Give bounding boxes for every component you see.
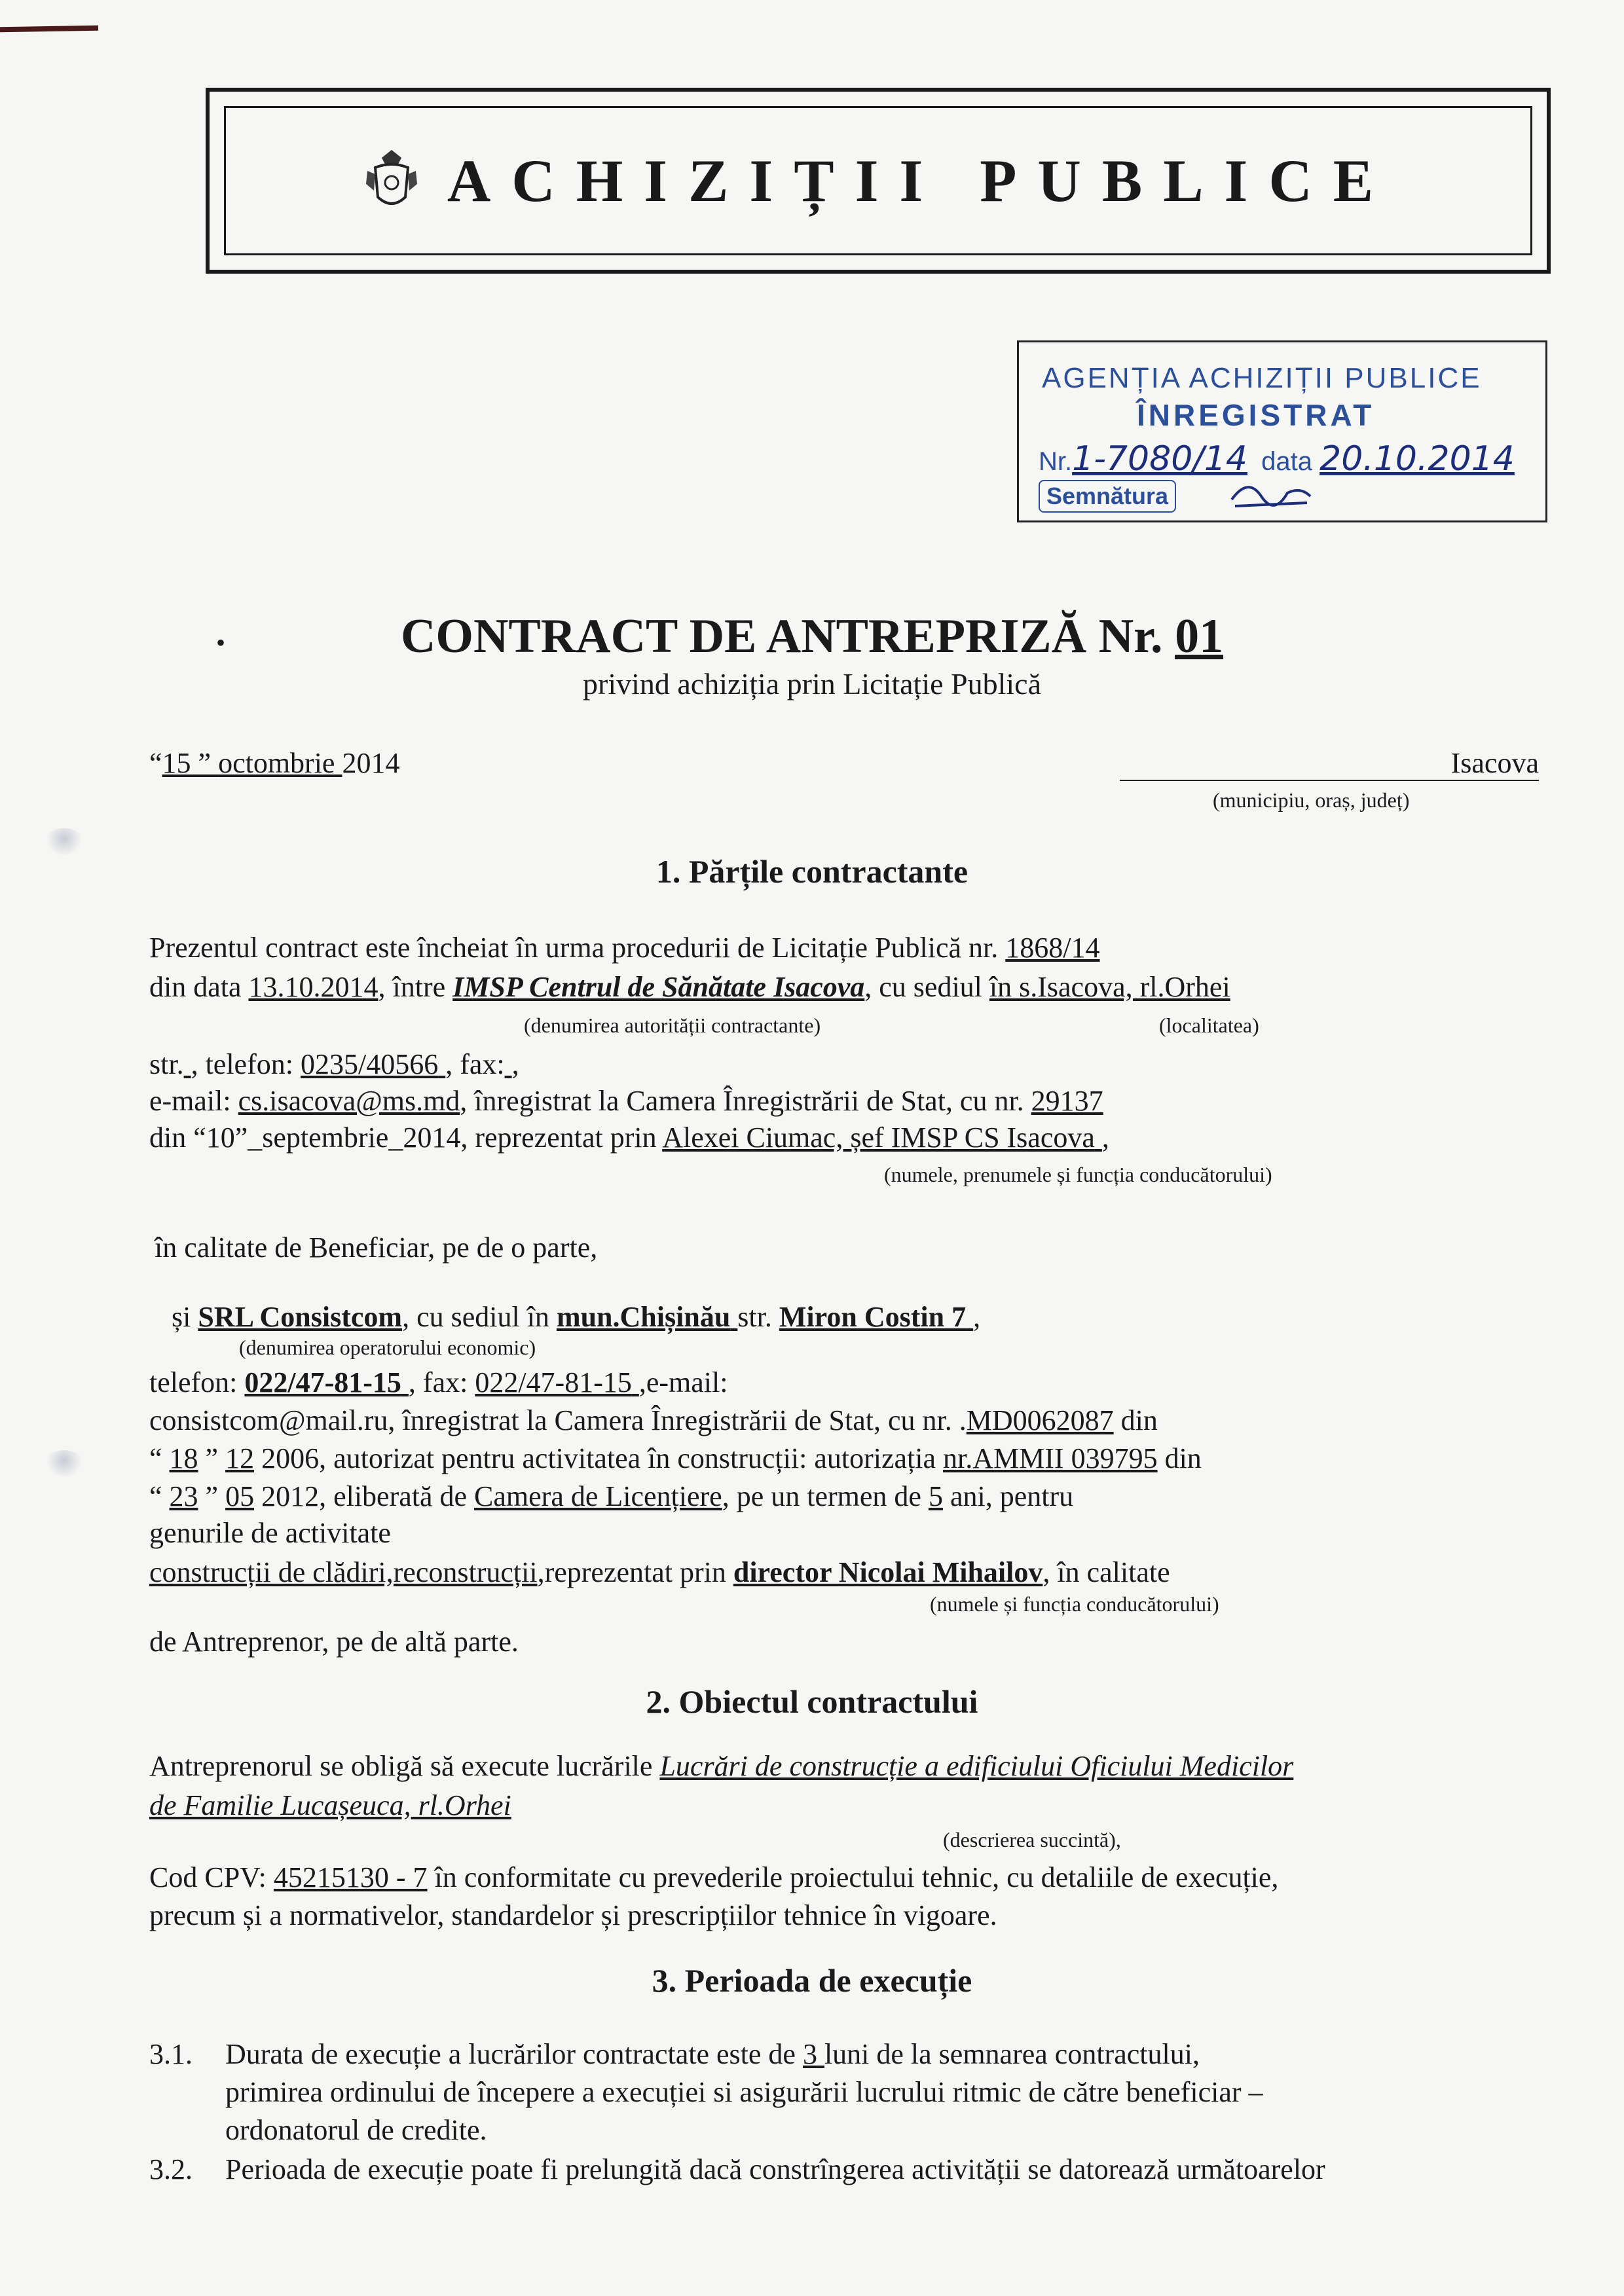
stamp-date-value: 20.10.2014 (1320, 439, 1515, 479)
operator-name: SRL Consistcom (198, 1301, 403, 1333)
caption-locality: (localitatea) (1159, 1013, 1259, 1037)
contract-number: 01 (1175, 610, 1224, 663)
stamp-status: ÎNREGISTRAT (1137, 398, 1375, 432)
section-1-heading: 1. Părțile contractante (655, 853, 969, 890)
caption-head-2: (numele și funcția conducătorului) (930, 1592, 1219, 1616)
s2-line-end: precum și a normativelor, standardelor și prescripțiilor tehnice în vigoare. (149, 1899, 997, 1931)
s1-email-line: e-mail: cs.isacova@ms.md, înregistrat la Camera Înregistrării de Stat, cu nr. 29137 (149, 1085, 1103, 1117)
s2-line1: Antreprenorul se obligă să execute lucrările Lucrări de construcție a edificiului Oficiului Medicilor (149, 1750, 1294, 1782)
beneficiary-name: IMSP Centrul de Sănătate Isacova (452, 971, 865, 1003)
caption-authority: (denumirea autorității contractante) (524, 1013, 821, 1037)
s1-beneficiary-line: din data 13.10.2014, între IMSP Centrul de Sănătate Isacova, cu sediul în s.Isacova, rl.Orhei (149, 971, 1230, 1003)
s3-2-num: 3.2. (149, 2153, 193, 2185)
caption-operator: (denumirea operatorului economic) (239, 1336, 536, 1359)
stamp-signature (1228, 473, 1314, 522)
s2-line2: de Familie Lucașeuca, rl.Orhei (149, 1789, 511, 1821)
s1-intro: Prezentul contract este încheiat în urma procedurii de Licitație Publică nr. 1868/14 (149, 932, 1100, 964)
coat-of-arms-icon (362, 145, 421, 217)
s1-representative-line: din “10”_septembrie_2014, reprezentat prin Alexei Ciumac, șef IMSP CS Isacova , (149, 1121, 1109, 1154)
stamp-number-line: Nr.1-7080/14 data 20.10.2014 (1039, 439, 1515, 479)
s3-1-line3: ordonatorul de credite. (225, 2114, 487, 2146)
punch-hole-top (45, 828, 84, 854)
s1-op-activity-line: construcții de clădiri,reconstrucții,reprezentat prin director Nicolai Mihailov, în calitate (149, 1556, 1170, 1588)
caption-head: (numele, prenumele și funcția conducătorului) (884, 1163, 1272, 1186)
section-2-heading: 2. Obiectul contractului (646, 1683, 978, 1720)
s3-1-line2: primirea ordinului de începere a execuției si asigurării lucrului ritmic de către beneficiar – (225, 2076, 1263, 2108)
s2-cpv-line: Cod CPV: 45215130 - 7 în conformitate cu prevederile proiectului tehnic, cu detaliile de execuție, (149, 1861, 1279, 1893)
caption-description: (descrierea succintă), (943, 1828, 1121, 1851)
bullet-dot: • (216, 628, 226, 657)
s1-contact-line: str. , telefon: 0235/40566 , fax: , (149, 1048, 519, 1080)
s3-2-line1: Perioada de execuție poate fi prelungită dacă constrîngerea activității se datorează următoarelor (225, 2153, 1325, 2185)
contract-place: Isacova (1120, 746, 1539, 781)
s1-op-contact-line: telefon: 022/47-81-15 , fax: 022/47-81-15 ,e-mail: (149, 1366, 728, 1398)
s1-op-reg-line: consistcom@mail.ru, înregistrat la Camera Înregistrării de Stat, cu nr. .MD0062087 din (149, 1404, 1158, 1436)
s3-1-num: 3.1. (149, 2038, 193, 2070)
corner-ink-mark (0, 26, 98, 33)
contract-date: “15 ” octombrie 2014 (149, 747, 400, 779)
registration-stamp (1017, 340, 1547, 522)
s1-op-activity-label: genurile de activitate (149, 1517, 391, 1549)
stamp-nr-value: 1-7080/14 (1072, 439, 1247, 479)
s1-op-license-line: “ 23 ” 05 2012, eliberată de Camera de Licențiere, pe un termen de 5 ani, pentru (149, 1480, 1074, 1512)
contract-subtitle: privind achiziția prin Licitație Publică (583, 667, 1041, 701)
role-beneficiary: în calitate de Beneficiar, pe de o parte, (155, 1231, 598, 1264)
stamp-signature-label: Semnătura (1039, 480, 1176, 513)
s1-op-auth-line: “ 18 ” 12 2006, autorizat pentru activitatea în construcții: autorizația nr.AMMII 039795 din (149, 1442, 1202, 1474)
banner (206, 88, 1551, 274)
s3-1-line1: Durata de execuție a lucrărilor contractate este de 3 luni de la semnarea contractului, (225, 2038, 1200, 2070)
contract-title: CONTRACT DE ANTREPRIZĂ Nr. 01 (400, 610, 1224, 663)
stamp-agency: AGENȚIA ACHIZIȚII PUBLICE (1042, 362, 1482, 394)
operator-representative: director Nicolai Mihailov (733, 1556, 1043, 1588)
role-contractor: de Antreprenor, pe de altă parte. (149, 1626, 519, 1658)
banner-title: ACHIZIȚII PUBLICE (447, 147, 1395, 214)
punch-hole-bottom (45, 1450, 84, 1476)
section-3-heading: 3. Perioada de execuție (652, 1962, 972, 1999)
s1-operator-line: și SRL Consistcom, cu sediul în mun.Chișinău str. Miron Costin 7 , (172, 1301, 981, 1333)
place-caption: (municipiu, oraș, județ) (1213, 788, 1410, 812)
